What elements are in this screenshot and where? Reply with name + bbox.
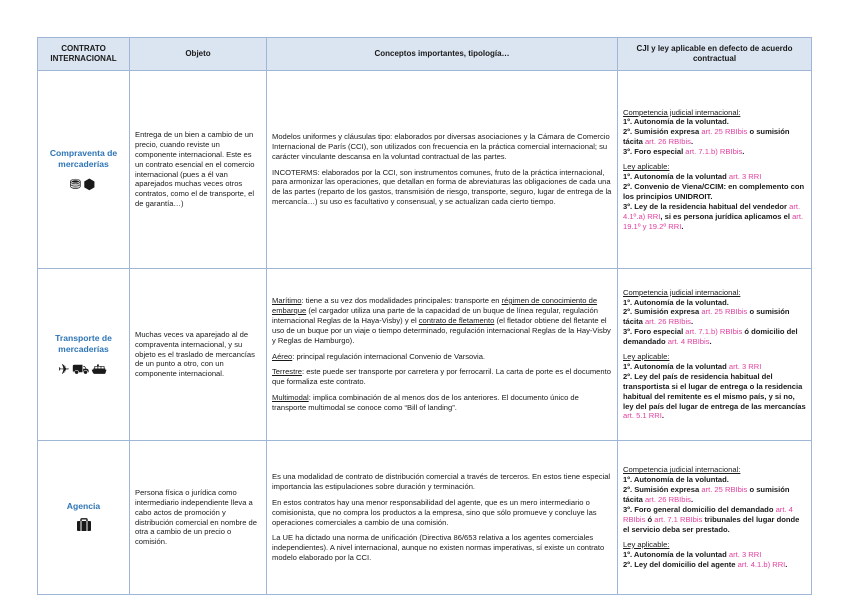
contract-name: Agencia <box>66 500 101 511</box>
contracts-table <box>37 37 812 595</box>
applicable-heading: Ley aplicable: <box>623 162 670 172</box>
concepts-cell <box>267 441 618 595</box>
concepts-cell <box>267 269 618 441</box>
law-item: 2º. Sumisión expresa art. 25 RBIbis o sumisión tácita art. 26 RBIbis. <box>623 307 790 327</box>
coins-icon: ⛃ <box>69 175 84 192</box>
applicable-heading: Ley aplicable: <box>623 539 670 549</box>
concept-land: Terrestre: este puede ser transporte por carretera y por ferrocarril. La carta de porte es el documento que formaliza este contrato. <box>272 367 611 387</box>
law-item: 2º. Ley del país de residencia habitual del transportista si el lugar de entrega o la residencia habitual del remitente es el mismo país, y si no, ley del país del lugar de entrega de las mercancías art. 5.1 RRI. <box>623 371 806 421</box>
applicable-law-block <box>623 540 806 570</box>
contract-cell <box>38 71 130 269</box>
header-object: Objeto <box>130 38 267 71</box>
law-item: 2º. Convenio de Viena/CCIM: en complemento con los principios UNIDROIT. <box>623 181 805 201</box>
law-item: 3º. Foro general domicilio del demandado art. 4 RBIbis ó art. 7.1 RBIbis tribunales del lugar donde el servicio deba ser prestado. <box>623 505 800 534</box>
plane-icon: ✈ <box>58 360 72 377</box>
law-cell <box>618 71 812 269</box>
law-item: 1º. Autonomía de la voluntad. <box>623 117 729 127</box>
law-item: 1º. Autonomía de la voluntad. <box>623 297 729 307</box>
applicable-law-block <box>623 352 806 421</box>
contract-cell <box>38 441 130 595</box>
jurisdiction-heading: Competencia judicial internacional: <box>623 465 741 475</box>
applicable-heading: Ley aplicable: <box>623 352 670 362</box>
object-cell: Entrega de un bien a cambio de un precio, cuando reviste un componente internacional. Este es un contrato esencial en el comercio internacional (pues a él van aparejados muchas veces otros contratos, como el de transporte, el de garantía…) <box>130 71 267 269</box>
table-row <box>38 269 812 441</box>
concept-paragraph: Modelos uniformes y cláusulas tipo: elaborados por diversas asociaciones y la Cámara de Comercio Internacional de París (CCI), son utilizados con frecuencia en la práctica comercial internacional; su carácter vinculante descansa en la voluntad contractual de las partes. <box>272 131 610 161</box>
law-item: 1º. Autonomía de la voluntad art. 3 RRI <box>623 549 762 559</box>
table-row <box>38 71 812 269</box>
law-cell <box>618 441 812 595</box>
concept-multimodal: Multimodal: implica combinación de al menos dos de los anteriores. El documento único de transporte multimodal se conoce como “Bill of landing”. <box>272 393 579 413</box>
law-item: 1º. Autonomía de la voluntad art. 3 RRI <box>623 172 762 181</box>
contract-name: Transporte de mercaderías <box>55 332 112 354</box>
law-item: 1º. Autonomía de la voluntad art. 3 RRI <box>623 361 762 371</box>
header-law: CJI y ley aplicable en defecto de acuerdo contractual <box>618 38 812 71</box>
concept-paragraph: En estos contratos hay una menor responsabilidad del agente, que es un mero intermediario o comisionista, que no compra los productos a la empresa, sino que sólo promueve y concluye las operaciones comerciales a cambio de una comisión. <box>272 497 597 527</box>
jurisdiction-heading: Competencia judicial internacional: <box>623 107 741 117</box>
applicable-law-block <box>623 162 806 231</box>
law-cell <box>618 269 812 441</box>
concept-air: Aéreo: principal regulación internacional Convenio de Varsovia. <box>272 351 486 361</box>
contract-name: Compraventa de mercaderías <box>49 147 118 169</box>
law-item: 3º. Foro especial art. 7.1.b) RBIbis ó domicilio del demandado art. 4 RBIbis. <box>623 327 798 347</box>
jurisdiction-heading: Competencia judicial internacional: <box>623 287 741 297</box>
concepts-cell <box>267 71 618 269</box>
object-cell: Muchas veces va aparejado al de compraventa internacional, y su objeto es el traslado de mercancías de un punto a otro, con un componente internacional. <box>130 269 267 441</box>
box-icon: ⬢ <box>83 175 98 192</box>
law-item: 2º. Sumisión expresa art. 25 RBIbis o sumisión tácita art. 26 RBIbis. <box>623 485 790 505</box>
contract-cell <box>38 269 130 441</box>
law-item: 3º. Foro especial art. 7.1.b) RBIbis. <box>623 147 745 157</box>
law-item: 3º. Ley de la residencia habitual del vendedor art. 4.1º.a) RRI, si es persona jurídica aplicamos el art. 19.1º y 19.2º RRI. <box>623 201 804 231</box>
concept-paragraph: La UE ha dictado una norma de unificación (Directiva 86/653 relativa a los agentes comerciales independientes). A nivel internacional, aunque no existen normas imperativas, sí existe un contrato modelo elaborado por la CCI. <box>272 533 605 563</box>
header-row <box>38 38 812 71</box>
law-item: 1º. Autonomía de la voluntad. <box>623 475 729 485</box>
jurisdiction-block <box>623 465 806 534</box>
ship-icon: ⛴ <box>91 360 109 377</box>
truck-icon: ⛟ <box>71 360 92 377</box>
concept-paragraph: Es una modalidad de contrato de distribución comercial a través de terceros. En estos tiene especial importancia las estipulaciones sobre duración y terminación. <box>272 471 611 491</box>
header-contract: CONTRATO INTERNACIONAL <box>38 38 130 71</box>
concept-paragraph: INCOTERMS: elaborados por la CCI, son instrumentos comunes, fruto de la práctica internacional, para armonizar las operaciones, que detallan en forma de abreviaturas las obligaciones de cada una de las partes (reparto de los gastos, transmisión de riesgo, transporte, seguro, lugar de entrega de la mercancía…) su uso es facultativo y consensual, y se actualizan cada cierto tiempo. <box>272 167 612 207</box>
briefcase-icon <box>76 519 92 535</box>
concept-maritime: Marítimo: tiene a su vez dos modalidades principales: transporte en régimen de conocimiento de embarque (el cargador utiliza una parte de la capacidad de un buque de línea regular, regulación internacional Reglas de la Haya-Visby) y el contrato de fletamento (el fletador obtiene del fletante el uso de un buque por un viaje o tiempo determinado, regulación internacional Reglas de la Hay-Visby y Reglas de Hamburgo). <box>272 295 611 345</box>
law-item: 2º. Ley del domicilio del agente art. 4.1.b) RRI. <box>623 559 788 569</box>
jurisdiction-block <box>623 108 806 158</box>
header-concepts: Conceptos importantes, tipología… <box>267 38 618 71</box>
law-item: 2º. Sumisión expresa art. 25 RBIbis o sumisión tácita art. 26 RBIbis. <box>623 127 790 147</box>
table-row <box>38 441 812 595</box>
object-cell: Persona física o jurídica como intermediario independiente lleva a cabo actos de promoción y distribución comercial en nombre de otra a cambio de un precio o comisión. <box>130 441 267 595</box>
jurisdiction-block <box>623 288 806 347</box>
